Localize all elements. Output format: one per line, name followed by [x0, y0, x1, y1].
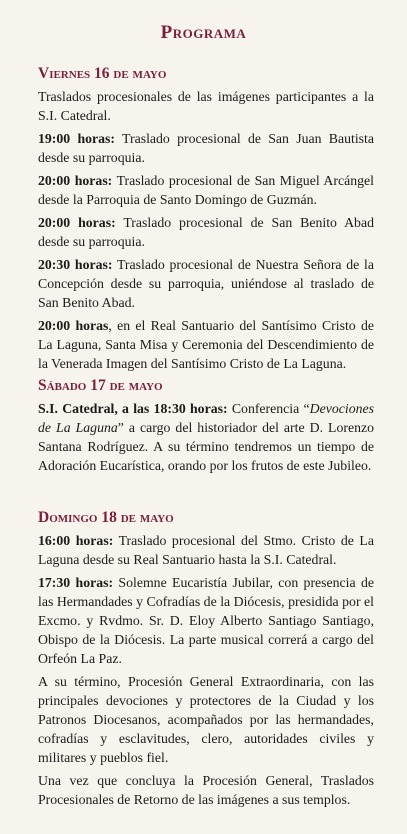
program-entry [38, 531, 374, 569]
section-heading: Domingo 18 de mayo [38, 509, 174, 526]
entry-time: 20:00 horas: [38, 173, 113, 188]
entry-text: , en el Real Santuario del Santísimo Cristo de La Laguna, Santa Misa y Ceremonia del Descendimiento de la Venerada Imagen del Santísimo Cristo de La Laguna. [38, 318, 374, 371]
program-entry [38, 171, 374, 209]
program-entry [38, 399, 374, 475]
program-entry [38, 316, 374, 373]
entry-text: Traslado procesional de San Miguel Arcángel desde la Parroquia de Santo Domingo de Guzmán. [38, 173, 374, 207]
page-title: Programa [160, 22, 247, 43]
section-heading: Sábado 17 de mayo [38, 377, 163, 394]
program-entry [38, 573, 374, 668]
program-entry [38, 87, 374, 125]
program-entry [38, 255, 374, 312]
program-entry [38, 213, 374, 251]
section-friday [38, 64, 374, 377]
entry-time: 16:00 horas: [38, 533, 114, 548]
entry-text: ” a cargo del historiador del arte D. Lorenzo Santana Rodríguez. A su término tendremos un tiempo de Adoración Eucarística, orando por los frutos de este Jubileo. [38, 420, 374, 473]
entry-text: Traslados procesionales de las imágenes participantes a la S.I. Catedral. [38, 89, 374, 123]
entry-time: 20:00 horas [38, 318, 109, 333]
entry-text: Traslado procesional de San Juan Bautista desde su parroquia. [38, 131, 374, 165]
section-sunday [38, 508, 374, 813]
section-heading: Viernes 16 de mayo [38, 65, 167, 82]
entry-time: S.I. Catedral, a las 18:30 horas: [38, 401, 228, 416]
entry-text: A su término, Procesión General Extraordinaria, con las principales devociones y protectores de la Ciudad y los Patronos Diocesanos, acompañados por las hermandades, cofradías y esclavitudes, clero, autoridades civiles y militares y pueblos fiel. [38, 674, 374, 765]
program-entry [38, 672, 374, 767]
entry-text: Traslado procesional de Nuestra Señora de la Concepción desde su parroquia, uniéndose al traslado de San Benito Abad. [38, 257, 374, 310]
entry-text: Traslado procesional de San Benito Abad desde su parroquia. [38, 215, 374, 249]
entry-text: Traslado procesional del Stmo. Cristo de La Laguna desde su Real Santuario hasta la S.I. Catedral. [38, 533, 374, 567]
entry-time: 19:00 horas: [38, 131, 116, 146]
entry-text: Conferencia “ [227, 401, 310, 416]
program-entry [38, 771, 374, 809]
program-entry [38, 129, 374, 167]
entry-time: 17:30 horas: [38, 575, 114, 590]
entry-text: Una vez que concluya la Procesión General, Traslados Procesionales de Retorno de las imágenes a sus templos. [38, 773, 374, 807]
entry-text: Solemne Eucaristía Jubilar, con presencia de las Hermandades y Cofradías de la Diócesis, presidida por el Excmo. y Rvdmo. Sr. D. Eloy Alberto Santiago Santiago, Obispo de la Diócesis. La parte musical correrá a cargo del Orfeón La Paz. [38, 575, 374, 666]
entry-time: 20:30 horas: [38, 257, 113, 272]
section-saturday [38, 376, 374, 479]
conference-title: Devociones de La Laguna [38, 401, 375, 435]
entry-time: 20:00 horas: [38, 215, 116, 230]
